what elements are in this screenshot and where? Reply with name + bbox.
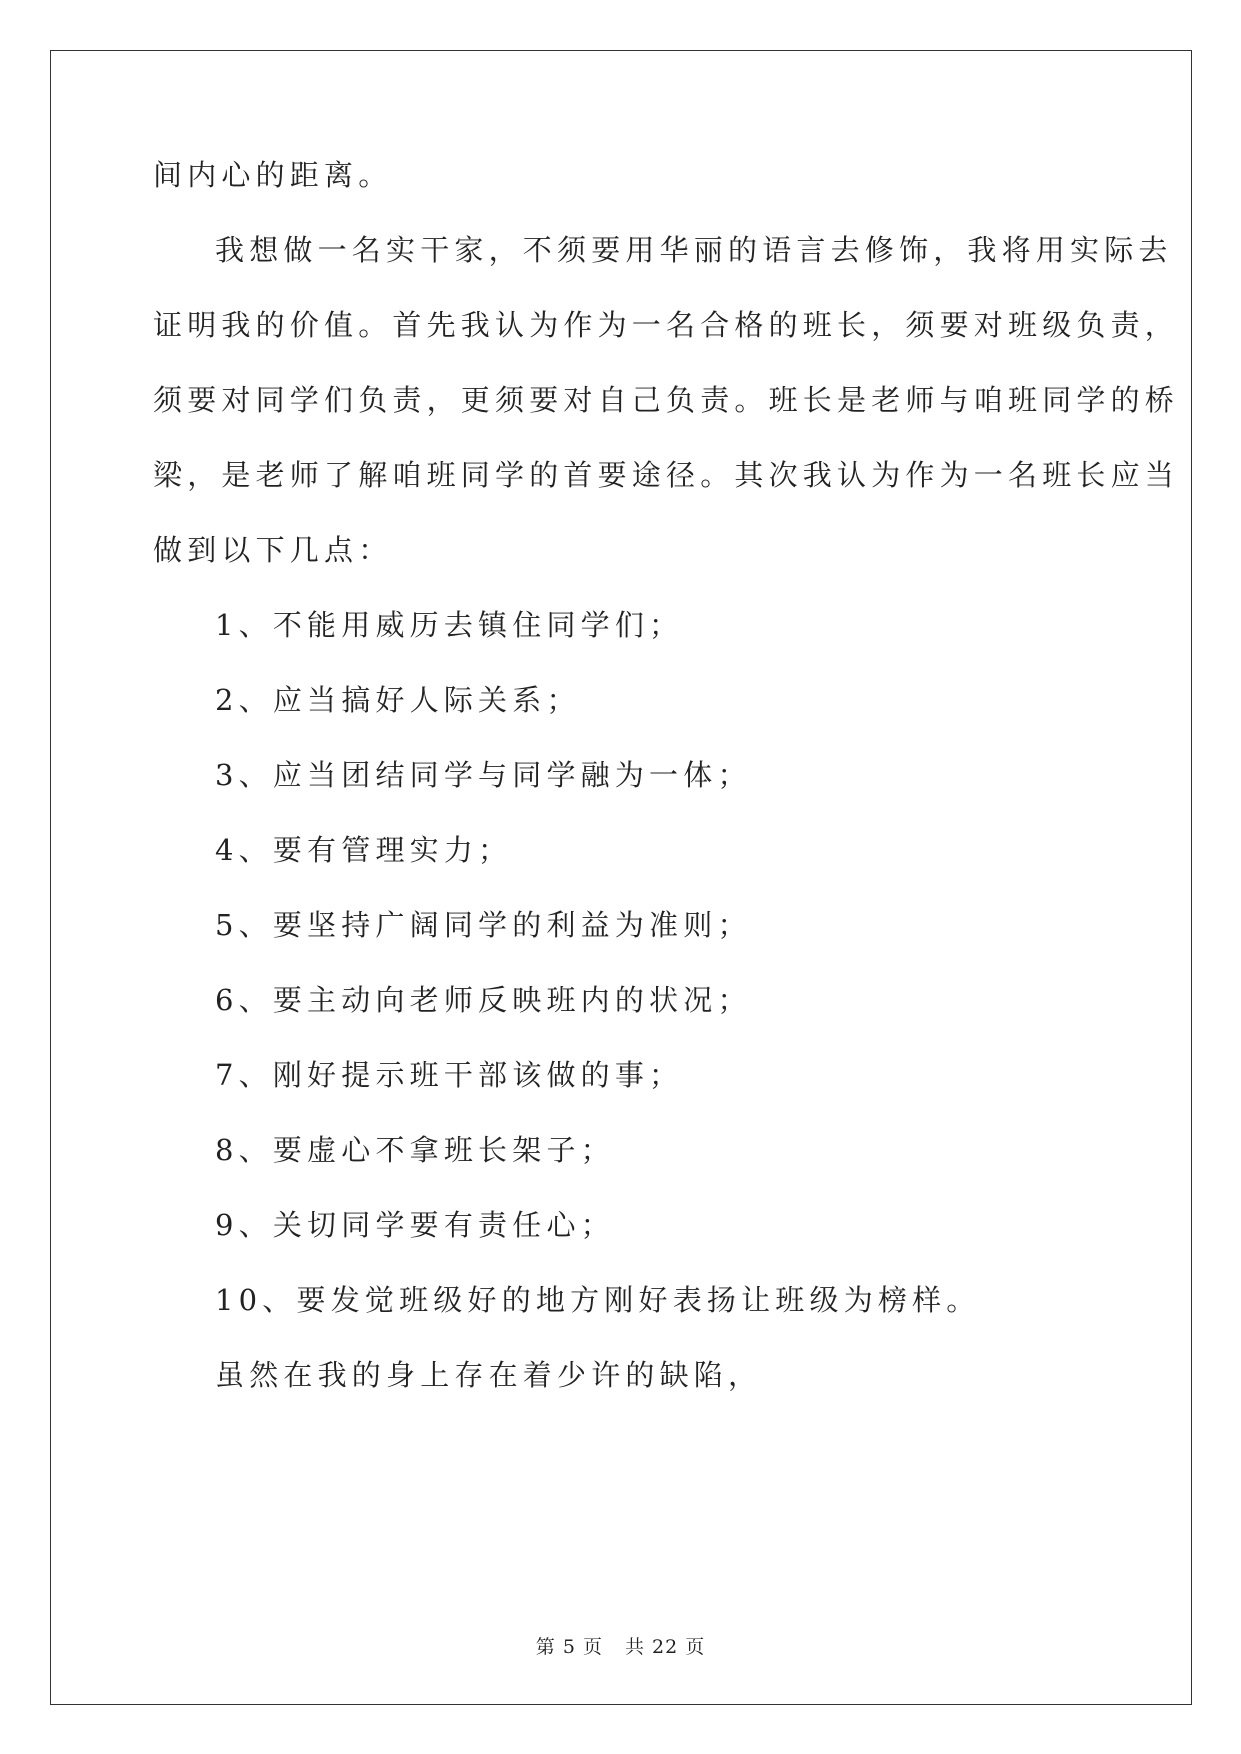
text-line: 须要对同学们负责，更须要对自己负责。班长是老师与咱班同学的桥 bbox=[153, 383, 1180, 417]
list-item: 2、应当搞好人际关系； bbox=[215, 683, 581, 717]
text-line: 做到以下几点： bbox=[153, 533, 393, 567]
page-footer bbox=[0, 1632, 1241, 1659]
text-line: 梁，是老师了解咱班同学的首要途径。其次我认为作为一名班长应当 bbox=[153, 458, 1180, 492]
list-item: 6、要主动向老师反映班内的状况； bbox=[215, 983, 752, 1017]
list-item: 7、刚好提示班干部该做的事； bbox=[215, 1058, 684, 1092]
page-number: 第 5 页 bbox=[535, 1636, 603, 1658]
list-item: 8、要虚心不拿班长架子； bbox=[215, 1133, 615, 1167]
page-border bbox=[50, 50, 1192, 1705]
text-line: 我想做一名实干家，不须要用华丽的语言去修饰，我将用实际去 bbox=[215, 233, 1173, 267]
list-item: 4、要有管理实力； bbox=[215, 833, 513, 867]
list-item: 9、关切同学要有责任心； bbox=[215, 1208, 615, 1242]
total-pages: 共 22 页 bbox=[624, 1636, 706, 1658]
list-item: 10、要发觉班级好的地方刚好表扬让班级为榜样。 bbox=[215, 1283, 981, 1317]
text-line: 证明我的价值。首先我认为作为一名合格的班长，须要对班级负责， bbox=[153, 308, 1180, 342]
list-item: 3、应当团结同学与同学融为一体； bbox=[215, 758, 752, 792]
text-line: 虽然在我的身上存在着少许的缺陷， bbox=[215, 1358, 763, 1392]
list-item: 1、不能用威历去镇住同学们； bbox=[215, 608, 684, 642]
list-item: 5、要坚持广阔同学的利益为准则； bbox=[215, 908, 752, 942]
text-line: 间内心的距离。 bbox=[153, 158, 393, 192]
